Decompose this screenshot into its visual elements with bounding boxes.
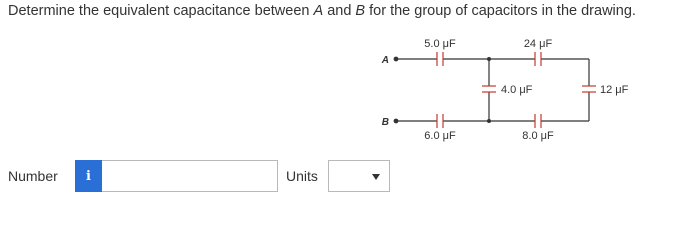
capacitor-4uf-label: 4.0 μF [501,84,533,96]
junction-dots [394,57,491,124]
question-part-2: and [323,3,356,19]
terminal-b-label: B [381,117,389,128]
junction-bottom-dot [487,119,491,123]
units-select[interactable] [328,160,390,192]
capacitor-8uf-label: 8.0 μF [522,130,554,142]
capacitor-6uf-label: 6.0 μF [424,130,456,142]
units-label: Units [286,168,318,184]
terminal-a-dot [394,57,399,62]
chevron-down-icon [372,174,380,180]
question-part-1: Determine the equivalent capacitance between [8,3,314,19]
info-icon[interactable]: i [75,160,102,192]
capacitor-5uf-label: 5.0 μF [424,38,456,50]
question-var-b: B [355,3,366,19]
capacitor-24uf-label: 24 μF [523,38,553,50]
number-label: Number [8,168,58,184]
circuit-wires [396,59,589,121]
question-var-a: A [313,3,324,19]
junction-top-dot [487,57,491,61]
answer-row [8,160,398,192]
number-input[interactable] [102,160,278,192]
terminal-b-dot [394,119,399,124]
capacitor-12uf-label: 12 μF [600,84,629,96]
question-part-3: for the group of capacitors in the drawing. [365,3,636,19]
terminal-a-label: A [381,55,389,66]
